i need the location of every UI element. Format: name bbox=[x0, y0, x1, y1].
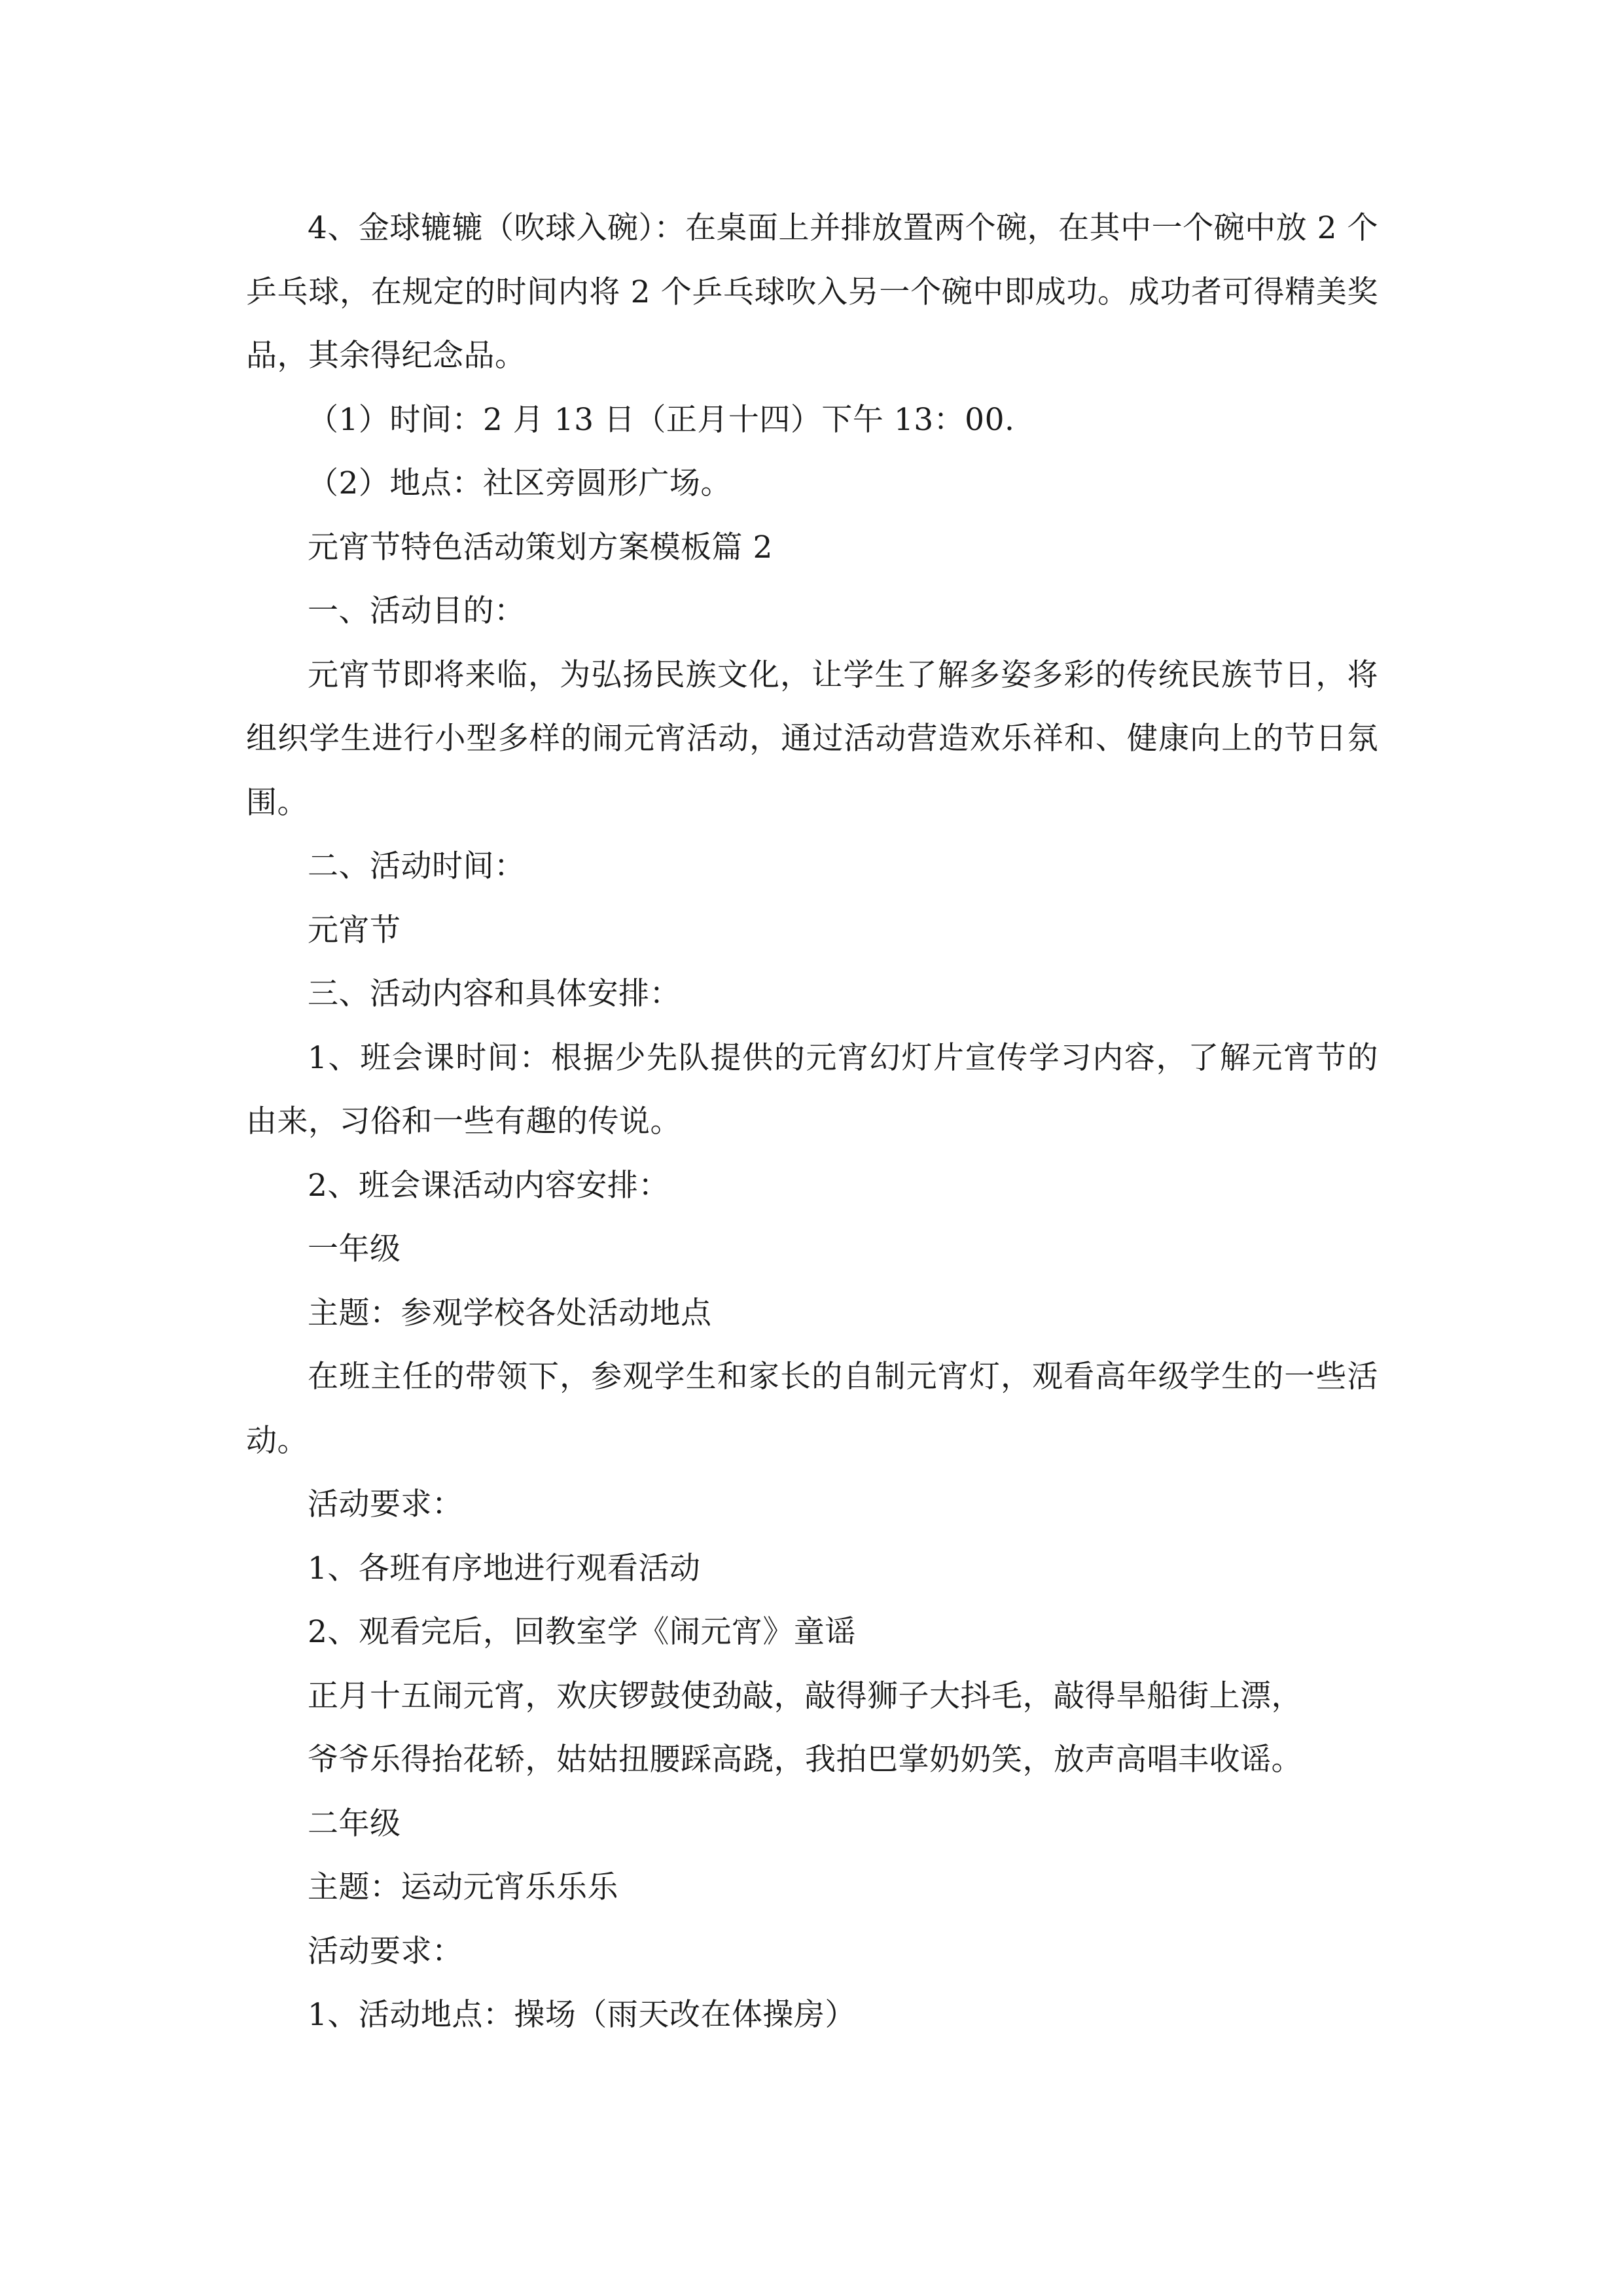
grade-one-heading: 一年级 bbox=[308, 1231, 401, 1267]
grade-two-requirements-heading: 活动要求： bbox=[308, 1933, 463, 1969]
grade-two-theme: 主题：运动元宵乐乐乐 bbox=[308, 1869, 618, 1905]
grade-two-heading: 二年级 bbox=[308, 1805, 401, 1842]
grade-one-theme: 主题：参观学校各处活动地点 bbox=[308, 1295, 712, 1331]
grade-one-description: 在班主任的带领下，参观学生和家长的自制元宵灯，观看高年级学生的一些活动。 bbox=[246, 1359, 1378, 1459]
heading-activity-time: 二、活动时间： bbox=[308, 848, 526, 884]
heading-purpose: 一、活动目的： bbox=[308, 593, 526, 629]
grade-two-requirement-1: 1、活动地点：操场（雨天改在体操房） bbox=[308, 1997, 856, 2033]
document-body bbox=[246, 196, 1378, 2047]
paragraph-class-meeting-time: 1、班会课时间：根据少先队提供的元宵幻灯片宣传学习内容，了解元宵节的由来，习俗和一些有趣的传说。 bbox=[246, 1039, 1378, 1139]
paragraph-time: （1）时间：2 月 13 日（正月十四）下午 13：00. bbox=[308, 401, 1015, 438]
paragraph-game-4: 4、金球辘辘（吹球入碗）：在桌面上并排放置两个碗，在其中一个碗中放 2 个乒乓球，在规定的时间内将 2 个乒乓球吹入另一个碗中即成功。成功者可得精美奖品，其余得纪念品。 bbox=[246, 210, 1378, 374]
paragraph-location: （2）地点：社区旁圆形广场。 bbox=[308, 465, 732, 501]
grade-one-requirement-1: 1、各班有序地进行观看活动 bbox=[308, 1550, 701, 1587]
rhyme-line-1: 正月十五闹元宵，欢庆锣鼓使劲敲，敲得狮子大抖毛，敲得旱船街上漂， bbox=[308, 1677, 1302, 1714]
paragraph-purpose: 元宵节即将来临，为弘扬民族文化，让学生了解多姿多彩的传统民族节日，将组织学生进行小型多样的闹元宵活动，通过活动营造欢乐祥和、健康向上的节日氛围。 bbox=[246, 656, 1378, 821]
heading-content: 三、活动内容和具体安排： bbox=[308, 976, 681, 1012]
paragraph-class-meeting-plan: 2、班会课活动内容安排： bbox=[308, 1167, 669, 1204]
grade-one-requirements-heading: 活动要求： bbox=[308, 1486, 463, 1522]
grade-one-requirement-2: 2、观看完后，回教室学《闹元宵》童谣 bbox=[308, 1614, 856, 1650]
rhyme-line-2: 爷爷乐得抬花轿，姑姑扭腰踩高跷，我拍巴掌奶奶笑，放声高唱丰收谣。 bbox=[308, 1742, 1302, 1778]
section-title: 元宵节特色活动策划方案模板篇 2 bbox=[308, 529, 773, 565]
paragraph-activity-time: 元宵节 bbox=[308, 912, 401, 948]
